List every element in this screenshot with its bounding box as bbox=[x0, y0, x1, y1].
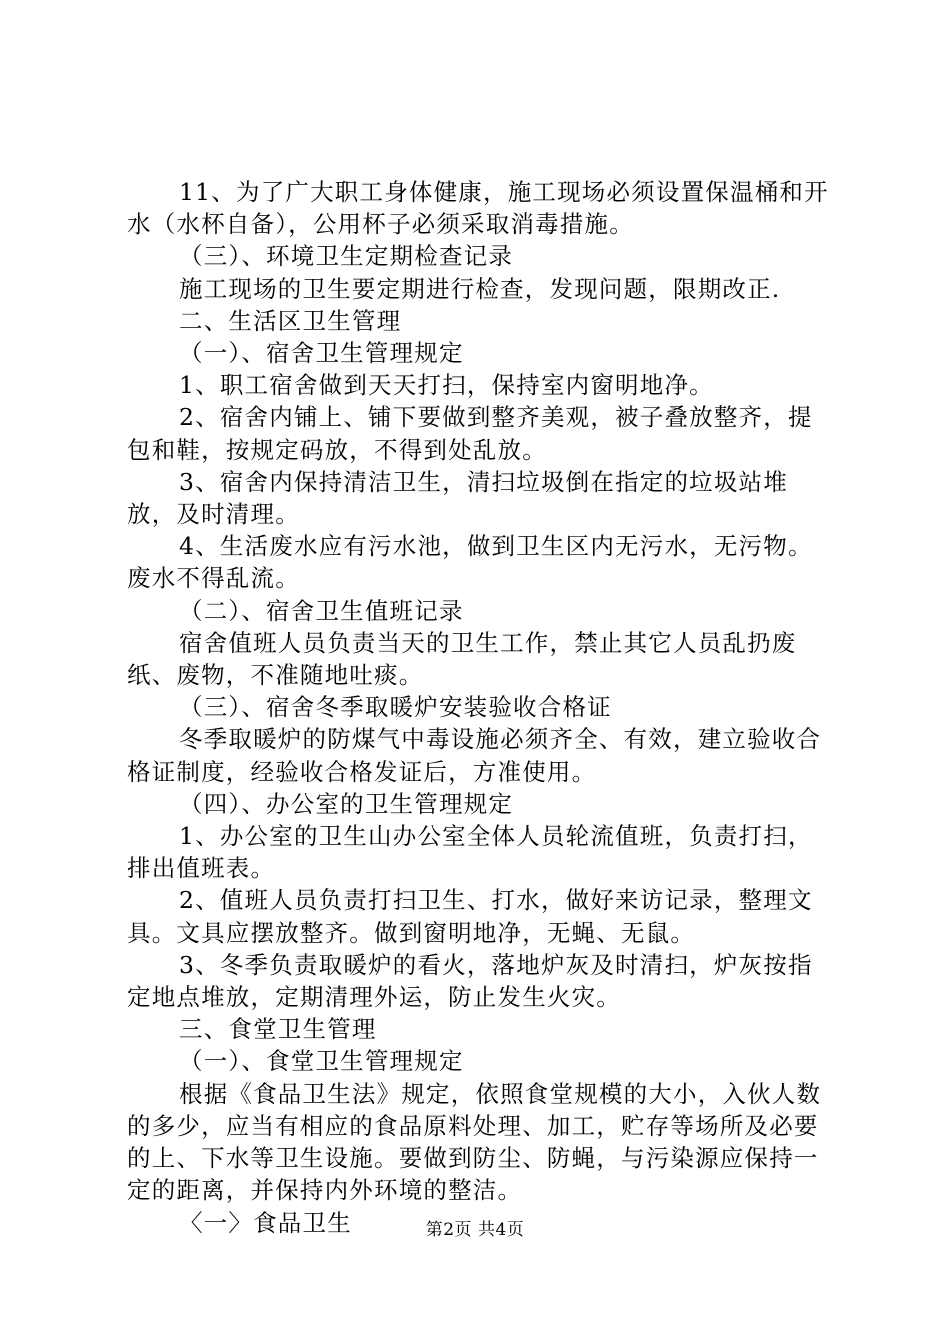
paragraph-6: 1、职工宿舍做到天天打扫，保持室内窗明地净。 bbox=[179, 371, 714, 400]
paragraph-18: 三、食堂卫生管理 bbox=[179, 1015, 377, 1044]
paragraph-16: 2、值班人员负责打扫卫生、打水，做好来访记录，整理文具。文具应摆放整齐。做到窗明地净，无蝇、无鼠。 bbox=[127, 886, 813, 947]
paragraph-5: （一）、宿舍卫生管理规定 bbox=[179, 339, 464, 368]
paragraph-20: 根据《食品卫生法》规定，依照食堂规模的大小，入伙人数的多少，应当有相应的食品原料处理、加工，贮存等场所及必要的上、下水等卫生设施。要做到防尘、防蝇，与污染源应保持一定的距离，并保持内外环境的整洁。 bbox=[127, 1079, 822, 1205]
paragraph-14: （四）、办公室的卫生管理规定 bbox=[179, 789, 514, 818]
paragraph-1: 11、为了广大职工身体健康，施工现场必须设置保温桶和开水（水杯自备），公用杯子必须采取消毒措施。 bbox=[127, 178, 829, 239]
paragraph-7: 2、宿舍内铺上、铺下要做到整齐美观，被子叠放整齐，提包和鞋，按规定码放，不得到处乱放。 bbox=[127, 403, 813, 464]
paragraph-13: 冬季取暖炉的防煤气中毒设施必须齐全、有效，建立验收合格证制度，经验收合格发证后，方准使用。 bbox=[127, 725, 822, 786]
paragraph-21: 〈一〉食品卫生 bbox=[179, 1208, 352, 1237]
paragraph-10: （二）、宿舍卫生值班记录 bbox=[179, 596, 464, 625]
paragraph-12: （三）、宿舍冬季取暖炉安装验收合格证 bbox=[179, 693, 612, 722]
paragraph-4: 二、生活区卫生管理 bbox=[179, 306, 402, 335]
document-body bbox=[127, 176, 837, 1239]
paragraph-19: （一）、食堂卫生管理规定 bbox=[179, 1047, 464, 1076]
paragraph-3: 施工现场的卫生要定期进行检查，发现问题，限期改正. bbox=[179, 274, 781, 303]
paragraph-8: 3、宿舍内保持清洁卫生，清扫垃圾倒在指定的垃圾站堆放，及时清理。 bbox=[127, 467, 788, 529]
paragraph-11: 宿舍值班人员负责当天的卫生工作，禁止其它人员乱扔废纸、废物，不准随地吐痰。 bbox=[127, 628, 797, 690]
paragraph-15: 1、办公室的卫生山办公室全体人员轮流值班，负责打扫，排出值班表。 bbox=[127, 822, 813, 883]
page-number-footer: 第2页 共4页 bbox=[425, 1220, 525, 1240]
paragraph-9: 4、生活废水应有污水池，做到卫生区内无污水，无污物。废水不得乱流。 bbox=[127, 532, 813, 593]
paragraph-2: （三）、环境卫生定期检查记录 bbox=[179, 242, 514, 271]
paragraph-17: 3、冬季负责取暖炉的看火，落地炉灰及时清扫，炉灰按指定地点堆放，定期清理外运，防止发生火灾。 bbox=[127, 950, 813, 1012]
